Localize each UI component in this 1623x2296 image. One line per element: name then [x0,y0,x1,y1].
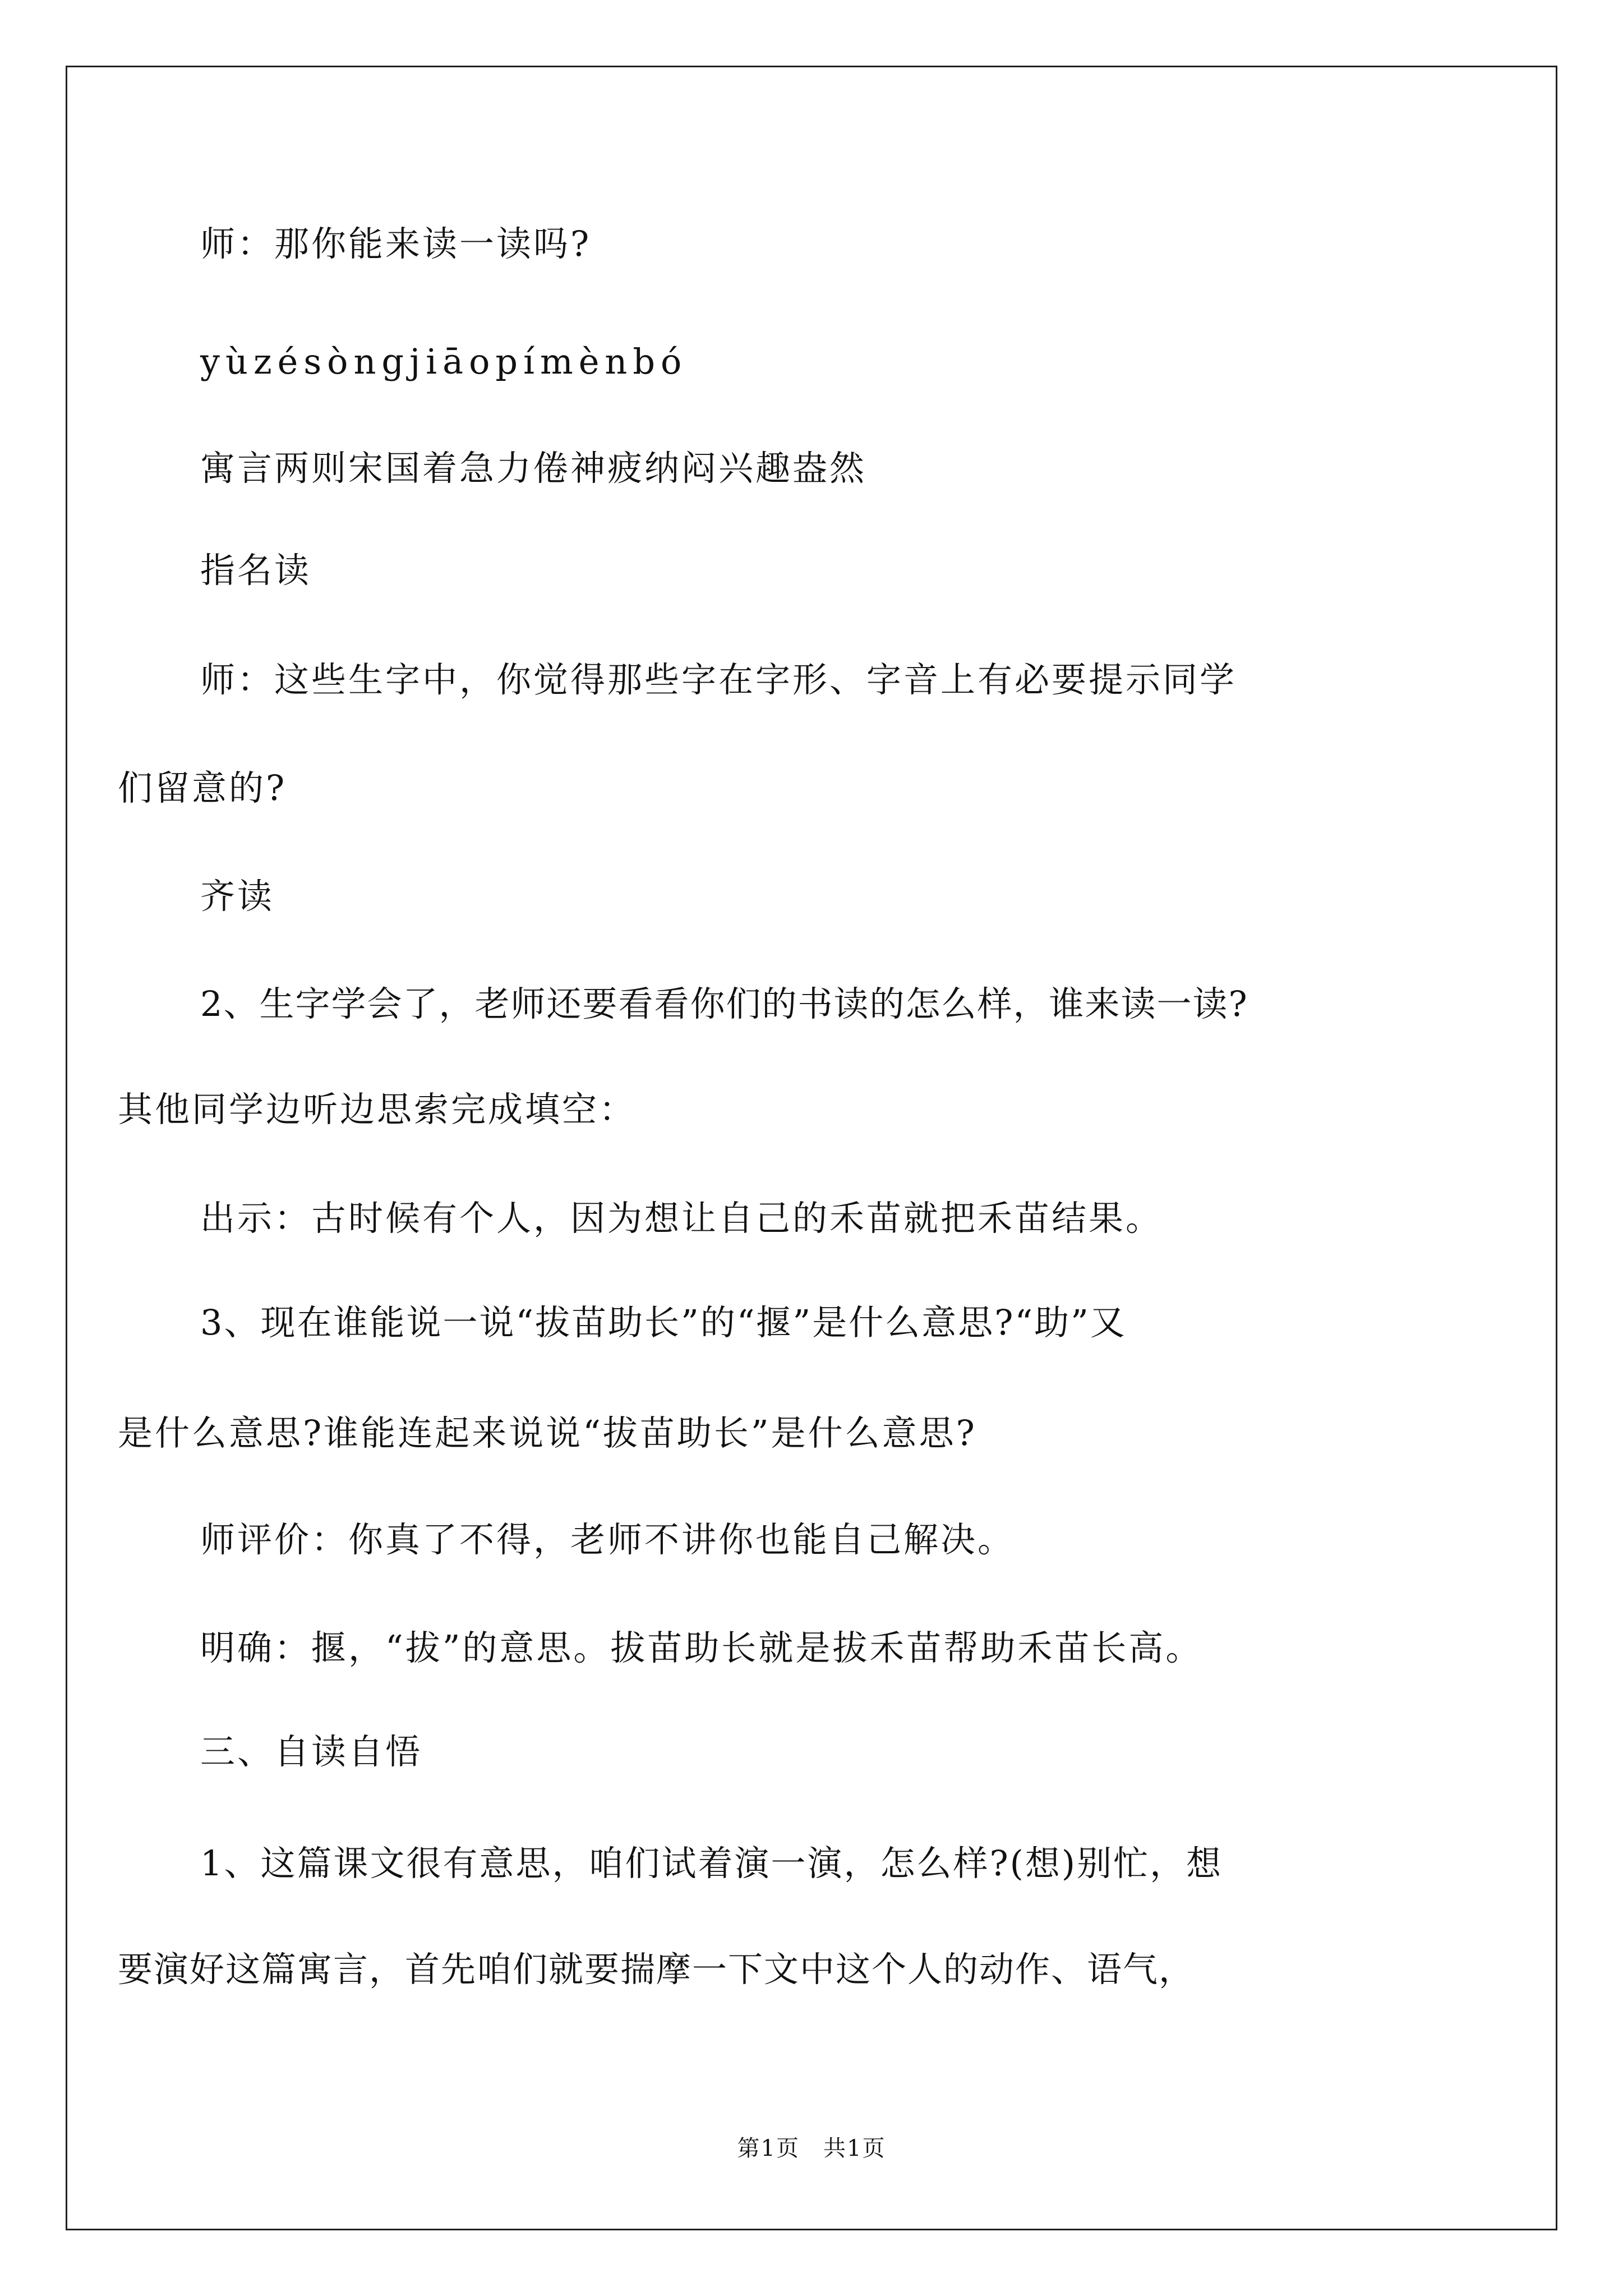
paragraph-line: 指名读 [200,550,312,591]
paragraph-line: 师评价：你真了不得，老师不讲你也能自己解决。 [200,1519,1015,1560]
section-heading: 三、自读自悟 [200,1731,423,1772]
paragraph-line: 2、生字学会了，老师还要看看你们的书读的怎么样，谁来读一读? [200,983,1248,1024]
page-footer: 第1页 共1页 [737,2136,886,2161]
paragraph-line: 是什么意思?谁能连起来说说“拔苗助长”是什么意思? [118,1412,977,1453]
paragraph-line: 们留意的? [118,767,287,808]
page-border [66,66,1557,2230]
paragraph-line: 其他同学边听边思索完成填空： [118,1089,637,1130]
paragraph-line: 齐读 [200,876,275,917]
paragraph-line: 1、这篇课文很有意思，咱们试着演一演，怎么样?(想)别忙，想 [200,1843,1223,1884]
paragraph-line: 师：那你能来读一读吗? [200,223,592,264]
paragraph-line: 3、现在谁能说一说“拔苗助长”的“揠”是什么意思?“助”又 [200,1302,1127,1343]
pinyin-line: yùzésòngjiāopímènbó [200,341,688,382]
paragraph-line: 要演好这篇寓言，首先咱们就要揣摩一下文中这个人的动作、语气， [118,1949,1195,1990]
paragraph-line: 明确：揠，“拔”的意思。拔苗助长就是拔禾苗帮助禾苗长高。 [200,1627,1203,1668]
paragraph-line: 师：这些生字中，你觉得那些字在字形、字音上有必要提示同学 [200,659,1237,700]
paragraph-line: 寓言两则宋国着急力倦神疲纳闷兴趣盎然 [200,448,867,489]
paragraph-line: 出示：古时候有个人，因为想让自己的禾苗就把禾苗结果。 [200,1198,1163,1239]
